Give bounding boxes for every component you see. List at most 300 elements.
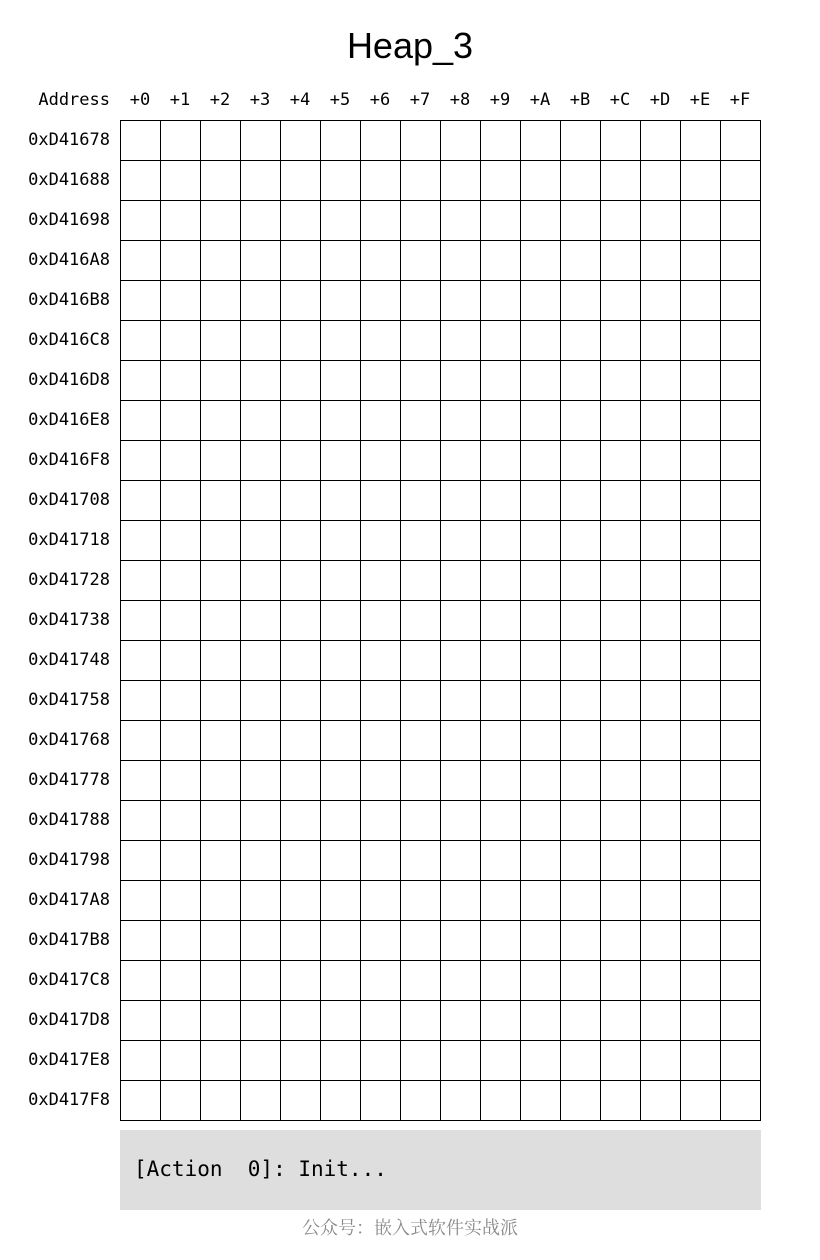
memory-byte-cell	[521, 801, 561, 841]
memory-byte-cell	[601, 561, 641, 601]
memory-byte-cell	[161, 681, 201, 721]
memory-byte-cell	[281, 1041, 321, 1081]
memory-byte-cell	[441, 721, 481, 761]
memory-byte-cell	[321, 681, 361, 721]
memory-byte-cell	[561, 521, 601, 561]
memory-byte-cell	[601, 1081, 641, 1121]
memory-byte-cell	[681, 481, 721, 521]
memory-byte-cell	[121, 761, 161, 801]
memory-byte-cell	[201, 1041, 241, 1081]
memory-byte-cell	[681, 1081, 721, 1121]
memory-byte-cell	[481, 721, 521, 761]
memory-byte-cell	[121, 601, 161, 641]
memory-byte-cell	[401, 961, 441, 1001]
memory-byte-cell	[441, 921, 481, 961]
memory-byte-cell	[441, 521, 481, 561]
address-label: 0xD417C8	[28, 970, 110, 990]
memory-byte-cell	[641, 521, 681, 561]
address-label: 0xD41708	[28, 490, 110, 510]
memory-byte-cell	[241, 801, 281, 841]
memory-byte-cell	[681, 841, 721, 881]
memory-byte-cell	[681, 321, 721, 361]
memory-byte-cell	[121, 561, 161, 601]
address-label: 0xD41678	[28, 130, 110, 150]
memory-byte-cell	[521, 201, 561, 241]
memory-byte-cell	[161, 641, 201, 681]
memory-byte-cell	[441, 841, 481, 881]
memory-byte-cell	[321, 641, 361, 681]
memory-byte-cell	[321, 401, 361, 441]
memory-byte-cell	[521, 881, 561, 921]
memory-byte-cell	[321, 161, 361, 201]
memory-byte-cell	[641, 361, 681, 401]
memory-byte-cell	[281, 321, 321, 361]
memory-byte-cell	[721, 1001, 761, 1041]
memory-byte-cell	[241, 121, 281, 161]
memory-byte-cell	[561, 161, 601, 201]
memory-byte-cell	[161, 601, 201, 641]
memory-byte-cell	[721, 721, 761, 761]
memory-byte-cell	[441, 481, 481, 521]
memory-byte-cell	[721, 321, 761, 361]
memory-byte-cell	[561, 961, 601, 1001]
address-label: 0xD41758	[28, 690, 110, 710]
memory-byte-cell	[361, 161, 401, 201]
memory-byte-cell	[161, 881, 201, 921]
memory-byte-cell	[601, 601, 641, 641]
memory-byte-cell	[321, 241, 361, 281]
memory-byte-cell	[401, 401, 441, 441]
memory-byte-cell	[721, 641, 761, 681]
memory-byte-cell	[121, 521, 161, 561]
memory-byte-cell	[721, 521, 761, 561]
memory-byte-cell	[401, 681, 441, 721]
address-label: 0xD41698	[28, 210, 110, 230]
memory-byte-cell	[401, 441, 441, 481]
memory-byte-cell	[201, 441, 241, 481]
memory-byte-cell	[361, 441, 401, 481]
memory-byte-cell	[121, 161, 161, 201]
memory-byte-cell	[721, 961, 761, 1001]
address-label: 0xD41778	[28, 770, 110, 790]
offset-header: +B	[569, 90, 591, 110]
memory-byte-cell	[601, 241, 641, 281]
memory-byte-cell	[241, 961, 281, 1001]
memory-byte-cell	[481, 121, 521, 161]
memory-byte-cell	[441, 361, 481, 401]
memory-byte-cell	[561, 841, 601, 881]
memory-byte-cell	[481, 1041, 521, 1081]
memory-byte-cell	[481, 561, 521, 601]
memory-byte-cell	[561, 721, 601, 761]
memory-byte-cell	[321, 961, 361, 1001]
memory-byte-cell	[521, 241, 561, 281]
memory-byte-cell	[281, 641, 321, 681]
memory-byte-cell	[201, 241, 241, 281]
memory-byte-cell	[361, 641, 401, 681]
memory-byte-cell	[361, 201, 401, 241]
memory-byte-cell	[281, 201, 321, 241]
address-label: 0xD416B8	[28, 290, 110, 310]
memory-byte-cell	[721, 841, 761, 881]
memory-byte-cell	[721, 681, 761, 721]
memory-byte-cell	[241, 521, 281, 561]
memory-byte-cell	[161, 401, 201, 441]
memory-byte-cell	[201, 481, 241, 521]
address-label: 0xD41718	[28, 530, 110, 550]
memory-byte-cell	[121, 961, 161, 1001]
memory-byte-cell	[641, 641, 681, 681]
memory-byte-cell	[641, 441, 681, 481]
address-label: 0xD417D8	[28, 1010, 110, 1030]
memory-byte-cell	[361, 241, 401, 281]
memory-byte-cell	[161, 521, 201, 561]
memory-byte-cell	[641, 481, 681, 521]
offset-header: +7	[409, 90, 431, 110]
memory-byte-cell	[721, 481, 761, 521]
memory-byte-cell	[241, 1001, 281, 1041]
memory-byte-cell	[561, 561, 601, 601]
memory-byte-cell	[361, 961, 401, 1001]
memory-byte-cell	[681, 961, 721, 1001]
memory-byte-cell	[241, 921, 281, 961]
memory-byte-cell	[481, 241, 521, 281]
memory-byte-cell	[361, 481, 401, 521]
memory-byte-cell	[481, 801, 521, 841]
address-column-header: Address	[38, 90, 110, 110]
memory-byte-cell	[601, 161, 641, 201]
offset-header: +A	[529, 90, 551, 110]
memory-byte-cell	[561, 681, 601, 721]
memory-byte-cell	[161, 561, 201, 601]
memory-byte-cell	[401, 761, 441, 801]
offset-header: +3	[249, 90, 271, 110]
memory-byte-cell	[721, 161, 761, 201]
memory-byte-cell	[641, 1041, 681, 1081]
memory-byte-cell	[441, 601, 481, 641]
memory-byte-cell	[481, 601, 521, 641]
memory-byte-cell	[481, 161, 521, 201]
memory-byte-cell	[161, 321, 201, 361]
memory-byte-cell	[161, 801, 201, 841]
offset-header: +8	[449, 90, 471, 110]
memory-byte-cell	[681, 441, 721, 481]
memory-byte-cell	[721, 401, 761, 441]
memory-byte-cell	[361, 761, 401, 801]
memory-byte-cell	[201, 801, 241, 841]
memory-byte-cell	[561, 201, 601, 241]
memory-byte-cell	[601, 1001, 641, 1041]
memory-byte-cell	[361, 721, 401, 761]
memory-byte-cell	[681, 881, 721, 921]
memory-byte-cell	[441, 961, 481, 1001]
memory-byte-cell	[201, 881, 241, 921]
memory-byte-cell	[521, 961, 561, 1001]
memory-byte-cell	[561, 601, 601, 641]
memory-byte-cell	[361, 681, 401, 721]
memory-byte-cell	[281, 681, 321, 721]
memory-byte-cell	[561, 801, 601, 841]
memory-byte-cell	[201, 401, 241, 441]
memory-byte-cell	[641, 121, 681, 161]
memory-byte-cell	[521, 161, 561, 201]
memory-byte-cell	[121, 801, 161, 841]
memory-byte-cell	[561, 361, 601, 401]
memory-byte-cell	[441, 441, 481, 481]
memory-byte-cell	[721, 1081, 761, 1121]
memory-byte-cell	[241, 281, 281, 321]
offset-header: +E	[689, 90, 711, 110]
memory-byte-cell	[681, 121, 721, 161]
memory-byte-cell	[721, 441, 761, 481]
address-label: 0xD417B8	[28, 930, 110, 950]
address-label: 0xD416D8	[28, 370, 110, 390]
memory-byte-cell	[201, 1081, 241, 1121]
memory-byte-cell	[561, 641, 601, 681]
memory-byte-cell	[481, 481, 521, 521]
memory-byte-cell	[681, 561, 721, 601]
offset-header: +C	[609, 90, 631, 110]
memory-byte-cell	[201, 321, 241, 361]
memory-byte-cell	[681, 921, 721, 961]
offset-header: +2	[209, 90, 231, 110]
memory-byte-cell	[201, 1001, 241, 1041]
address-label: 0xD417A8	[28, 890, 110, 910]
footer-watermark: 公众号：嵌入式软件实战派	[302, 1218, 518, 1239]
memory-byte-cell	[601, 721, 641, 761]
memory-byte-cell	[441, 1041, 481, 1081]
memory-byte-cell	[641, 161, 681, 201]
memory-byte-cell	[681, 761, 721, 801]
memory-byte-cell	[121, 921, 161, 961]
memory-byte-cell	[201, 641, 241, 681]
memory-byte-cell	[161, 281, 201, 321]
memory-byte-cell	[561, 1001, 601, 1041]
memory-byte-cell	[321, 1081, 361, 1121]
memory-byte-cell	[641, 321, 681, 361]
memory-byte-cell	[641, 921, 681, 961]
memory-byte-cell	[401, 561, 441, 601]
memory-byte-cell	[281, 961, 321, 1001]
address-label: 0xD41738	[28, 610, 110, 630]
memory-byte-cell	[521, 1001, 561, 1041]
action-log-panel	[120, 1130, 761, 1210]
memory-byte-cell	[361, 841, 401, 881]
memory-byte-cell	[161, 1081, 201, 1121]
memory-byte-cell	[401, 601, 441, 641]
memory-byte-cell	[481, 761, 521, 801]
memory-byte-cell	[441, 201, 481, 241]
memory-byte-cell	[561, 321, 601, 361]
memory-byte-cell	[281, 1081, 321, 1121]
memory-byte-cell	[321, 481, 361, 521]
memory-byte-cell	[121, 401, 161, 441]
memory-byte-cell	[361, 321, 401, 361]
memory-byte-cell	[561, 1041, 601, 1081]
memory-byte-cell	[281, 521, 321, 561]
memory-byte-cell	[401, 321, 441, 361]
memory-byte-cell	[121, 1041, 161, 1081]
memory-byte-cell	[201, 521, 241, 561]
memory-byte-cell	[601, 481, 641, 521]
memory-byte-cell	[641, 1081, 681, 1121]
memory-byte-cell	[521, 401, 561, 441]
memory-byte-cell	[361, 921, 401, 961]
memory-byte-cell	[641, 561, 681, 601]
memory-byte-cell	[441, 1001, 481, 1041]
memory-byte-cell	[561, 401, 601, 441]
memory-byte-cell	[721, 361, 761, 401]
memory-byte-cell	[321, 841, 361, 881]
address-label: 0xD41728	[28, 570, 110, 590]
memory-byte-cell	[721, 241, 761, 281]
offset-header: +0	[129, 90, 151, 110]
memory-byte-cell	[201, 921, 241, 961]
memory-byte-cell	[281, 921, 321, 961]
memory-byte-cell	[401, 1081, 441, 1121]
memory-byte-cell	[721, 601, 761, 641]
address-label: 0xD417E8	[28, 1050, 110, 1070]
memory-byte-cell	[681, 1041, 721, 1081]
memory-grid	[120, 120, 761, 1121]
memory-byte-cell	[241, 321, 281, 361]
memory-byte-cell	[561, 481, 601, 521]
memory-byte-cell	[281, 361, 321, 401]
memory-byte-cell	[481, 881, 521, 921]
memory-byte-cell	[281, 441, 321, 481]
memory-byte-cell	[281, 881, 321, 921]
memory-byte-cell	[681, 201, 721, 241]
memory-byte-cell	[681, 361, 721, 401]
memory-byte-cell	[601, 321, 641, 361]
memory-byte-cell	[481, 441, 521, 481]
memory-byte-cell	[161, 201, 201, 241]
memory-byte-cell	[721, 921, 761, 961]
memory-byte-cell	[521, 1081, 561, 1121]
memory-byte-cell	[521, 721, 561, 761]
memory-byte-cell	[161, 721, 201, 761]
memory-byte-cell	[441, 121, 481, 161]
memory-byte-cell	[601, 201, 641, 241]
memory-byte-cell	[201, 561, 241, 601]
memory-byte-cell	[201, 761, 241, 801]
memory-byte-cell	[441, 281, 481, 321]
memory-byte-cell	[281, 161, 321, 201]
address-label: 0xD41768	[28, 730, 110, 750]
memory-byte-cell	[161, 241, 201, 281]
memory-byte-cell	[321, 561, 361, 601]
memory-byte-cell	[521, 601, 561, 641]
memory-byte-cell	[241, 361, 281, 401]
memory-byte-cell	[121, 121, 161, 161]
memory-byte-cell	[201, 161, 241, 201]
memory-byte-cell	[441, 561, 481, 601]
memory-byte-cell	[601, 921, 641, 961]
memory-byte-cell	[241, 1041, 281, 1081]
offset-header: +5	[329, 90, 351, 110]
memory-byte-cell	[361, 1041, 401, 1081]
memory-byte-cell	[481, 641, 521, 681]
memory-byte-cell	[361, 881, 401, 921]
memory-byte-cell	[121, 281, 161, 321]
memory-byte-cell	[481, 401, 521, 441]
memory-byte-cell	[201, 201, 241, 241]
memory-byte-cell	[281, 481, 321, 521]
memory-byte-cell	[641, 961, 681, 1001]
memory-byte-cell	[241, 601, 281, 641]
address-label: 0xD41748	[28, 650, 110, 670]
address-label: 0xD416C8	[28, 330, 110, 350]
memory-byte-cell	[201, 361, 241, 401]
memory-byte-cell	[161, 841, 201, 881]
memory-byte-cell	[241, 561, 281, 601]
memory-byte-cell	[721, 881, 761, 921]
memory-byte-cell	[321, 321, 361, 361]
memory-byte-cell	[721, 201, 761, 241]
memory-byte-cell	[121, 1001, 161, 1041]
memory-byte-cell	[601, 521, 641, 561]
memory-byte-cell	[641, 201, 681, 241]
memory-byte-cell	[361, 1081, 401, 1121]
memory-byte-cell	[121, 841, 161, 881]
memory-byte-cell	[641, 1001, 681, 1041]
memory-byte-cell	[201, 681, 241, 721]
memory-byte-cell	[281, 561, 321, 601]
memory-byte-cell	[361, 361, 401, 401]
memory-byte-cell	[281, 241, 321, 281]
memory-byte-cell	[601, 761, 641, 801]
memory-byte-cell	[281, 401, 321, 441]
memory-byte-cell	[281, 601, 321, 641]
memory-byte-cell	[521, 561, 561, 601]
memory-byte-cell	[401, 201, 441, 241]
memory-byte-cell	[441, 761, 481, 801]
memory-byte-cell	[401, 921, 441, 961]
memory-byte-cell	[361, 281, 401, 321]
memory-byte-cell	[721, 121, 761, 161]
memory-byte-cell	[321, 121, 361, 161]
memory-byte-cell	[641, 761, 681, 801]
memory-byte-cell	[161, 921, 201, 961]
memory-byte-cell	[481, 681, 521, 721]
memory-byte-cell	[401, 161, 441, 201]
memory-byte-cell	[321, 721, 361, 761]
memory-byte-cell	[241, 681, 281, 721]
memory-byte-cell	[201, 121, 241, 161]
memory-byte-cell	[681, 641, 721, 681]
memory-byte-cell	[481, 321, 521, 361]
memory-byte-cell	[401, 241, 441, 281]
memory-byte-cell	[361, 801, 401, 841]
memory-byte-cell	[601, 801, 641, 841]
memory-byte-cell	[121, 361, 161, 401]
memory-byte-cell	[321, 601, 361, 641]
memory-byte-cell	[681, 801, 721, 841]
memory-byte-cell	[321, 521, 361, 561]
memory-byte-cell	[161, 481, 201, 521]
memory-byte-cell	[561, 761, 601, 801]
memory-byte-cell	[721, 801, 761, 841]
memory-byte-cell	[321, 801, 361, 841]
memory-byte-cell	[601, 641, 641, 681]
memory-byte-cell	[521, 841, 561, 881]
memory-byte-cell	[681, 281, 721, 321]
memory-byte-cell	[681, 1001, 721, 1041]
page-title: Heap_3	[346, 25, 474, 66]
memory-byte-cell	[161, 361, 201, 401]
memory-byte-cell	[121, 681, 161, 721]
memory-byte-cell	[521, 281, 561, 321]
